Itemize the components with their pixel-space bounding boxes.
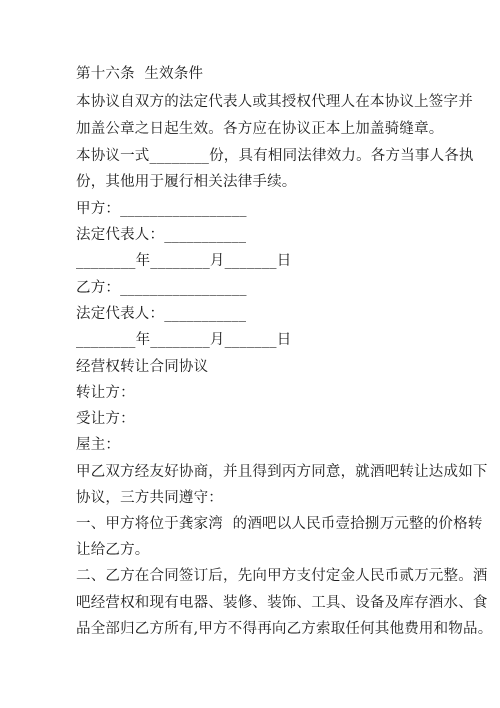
paragraph-line: 本协议一式________份，具有相同法律效力。各方当事人各执 (76, 148, 474, 164)
clause-two-line: 品全部归乙方所有,甲方不得再向乙方索取任何其他费用和物品。 (76, 621, 493, 637)
paragraph-line: 协议，三方共同遵守： (76, 490, 223, 506)
party-a-signature-line: 甲方：_________________ (76, 201, 247, 217)
article-heading: 第十六条 生效条件 (76, 66, 204, 82)
clause-one-line: 一、甲方将位于龚家湾 的酒吧以人民币壹拾捌万元整的价格转 (76, 516, 483, 532)
party-b-legal-rep-line: 法定代表人：___________ (76, 306, 247, 322)
paragraph-line: 加盖公章之日起生效。各方应在协议正本上加盖骑缝章。 (76, 121, 444, 137)
owner-line: 屋主： (76, 437, 121, 453)
party-a-date-line: ________年________月_______日 (76, 253, 292, 269)
clause-one-line: 让给乙方。 (76, 542, 150, 558)
party-b-signature-line: 乙方：_________________ (76, 280, 247, 296)
transferor-line: 转让方： (76, 385, 135, 401)
party-a-legal-rep-line: 法定代表人：___________ (76, 227, 247, 243)
paragraph-line: 份，其他用于履行相关法律手续。 (76, 174, 297, 190)
paragraph-line: 本协议自双方的法定代表人或其授权代理人在本协议上签字并 (76, 94, 473, 110)
paragraph-line: 甲乙双方经友好协商，并且得到丙方同意，就酒吧转让达成如下 (76, 464, 488, 480)
clause-two-line: 吧经营权和现有电器、装修、装饰、工具、设备及库存酒水、食 (76, 595, 488, 611)
contract-title: 经营权转让合同协议 (76, 359, 209, 375)
transferee-line: 受让方： (76, 411, 135, 427)
party-b-date-line: ________年________月_______日 (76, 332, 292, 348)
clause-two-line: 二、乙方在合同签订后，先向甲方支付定金人民币贰万元整。酒 (76, 568, 488, 584)
